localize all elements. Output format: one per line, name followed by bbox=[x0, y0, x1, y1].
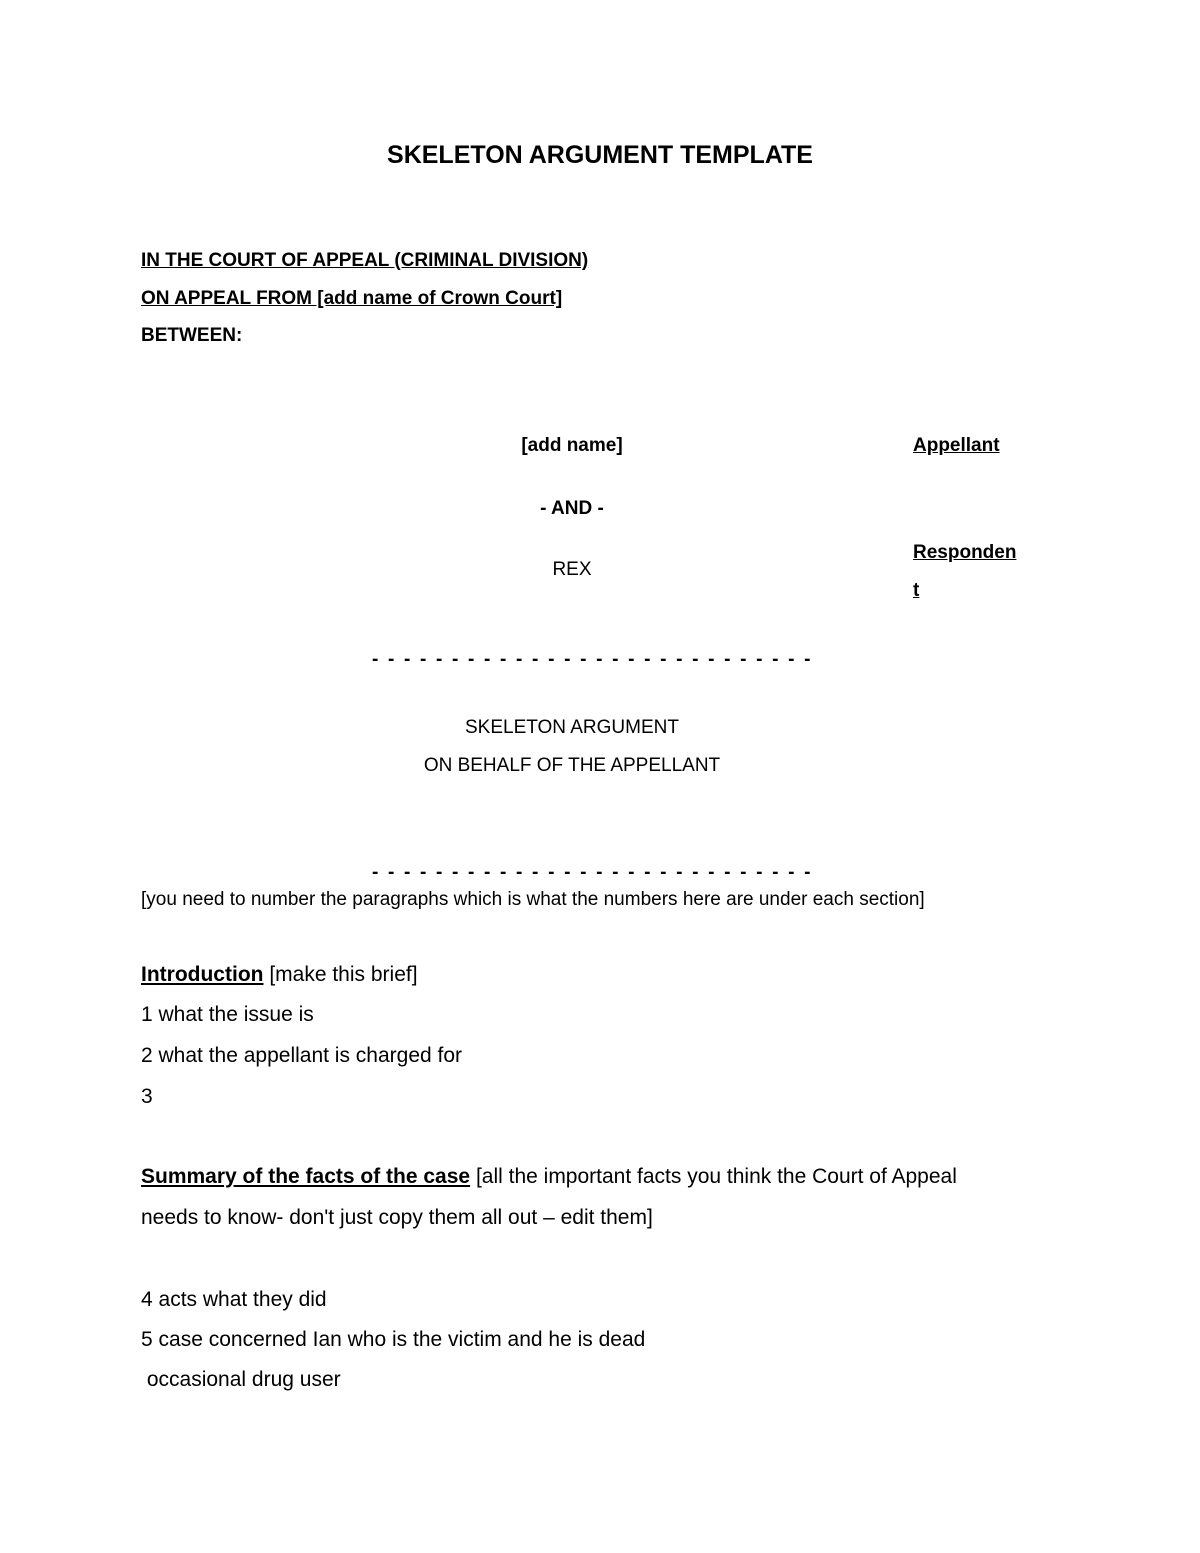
list-item: 1 what the issue is bbox=[141, 1003, 314, 1026]
argument-title-line1: SKELETON ARGUMENT bbox=[465, 717, 679, 738]
list-item: 4 acts what they did bbox=[141, 1288, 327, 1311]
list-item: 3 bbox=[141, 1085, 153, 1108]
numbering-note: [you need to number the paragraphs which is what the numbers here are under each section] bbox=[141, 889, 925, 910]
document-title: SKELETON ARGUMENT TEMPLATE bbox=[387, 141, 813, 169]
respondent-role-line2: t bbox=[913, 580, 920, 601]
and-separator: - AND - bbox=[540, 498, 604, 519]
list-item: 2 what the appellant is charged for bbox=[141, 1044, 463, 1067]
appellant-role: Appellant bbox=[913, 435, 1000, 456]
summary-heading-row bbox=[141, 1166, 957, 1187]
summary-heading: Summary of the facts of the case bbox=[141, 1165, 471, 1188]
list-item: occasional drug user bbox=[141, 1368, 341, 1391]
divider-bottom: - - - - - - - - - - - - - - - - - - - - - - - - - - - - bbox=[372, 862, 813, 883]
court-line: IN THE COURT OF APPEAL (CRIMINAL DIVISION) bbox=[141, 250, 589, 271]
divider-top: - - - - - - - - - - - - - - - - - - - - - - - - - - - - bbox=[372, 649, 813, 670]
respondent-role-line1: Responden bbox=[913, 542, 1017, 563]
list-item: 5 case concerned Ian who is the victim and he is dead bbox=[141, 1328, 646, 1351]
introduction-hint: [make this brief] bbox=[263, 963, 418, 986]
argument-title-line2: ON BEHALF OF THE APPELLANT bbox=[423, 755, 721, 776]
between-label: BETWEEN: bbox=[141, 325, 243, 346]
introduction-heading: Introduction bbox=[141, 963, 264, 986]
introduction-heading-row bbox=[141, 964, 418, 985]
summary-hint-line1: [all the important facts you think the Court of Appeal bbox=[470, 1165, 957, 1188]
respondent-name: REX bbox=[552, 559, 592, 580]
appellant-name: [add name] bbox=[521, 435, 623, 456]
appeal-from-line: ON APPEAL FROM [add name of Crown Court] bbox=[141, 288, 563, 309]
summary-hint-line2: needs to know- don't just copy them all out – edit them] bbox=[141, 1206, 653, 1229]
